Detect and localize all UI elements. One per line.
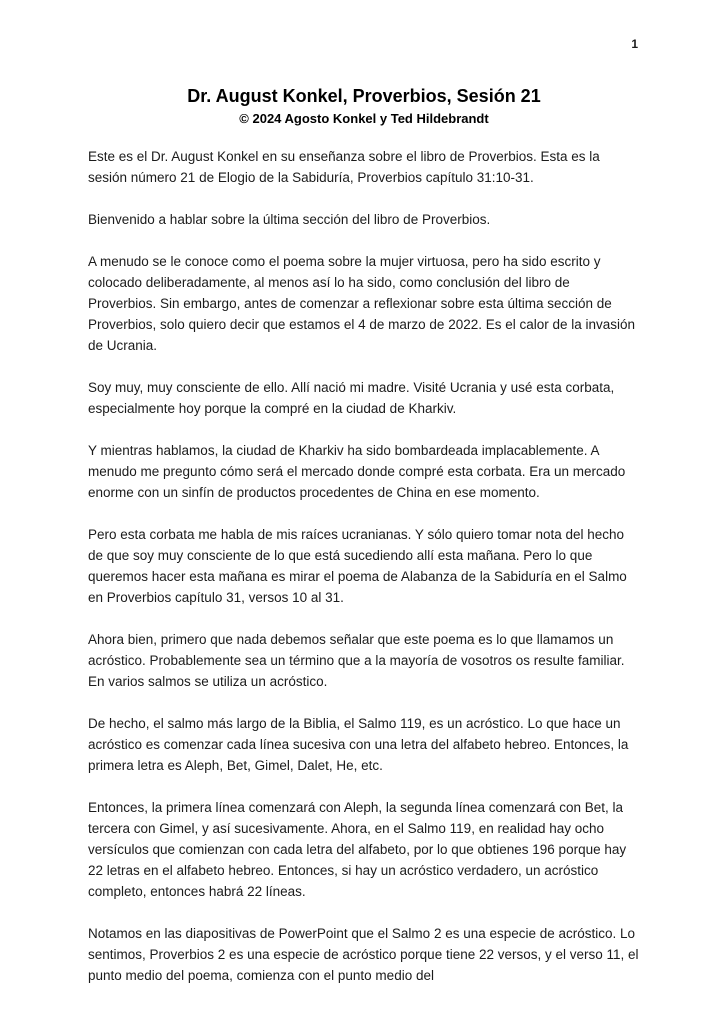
paragraph: De hecho, el salmo más largo de la Biblia, el Salmo 119, es un acróstico. Lo que hace un acróstico es comenzar cada línea sucesiva con una letra del alfabeto hebreo. Entonces, la primera letra es Aleph, Bet, Gimel, Dalet, He, etc. (88, 716, 629, 773)
document-title: Dr. August Konkel, Proverbios, Sesión 21 (187, 86, 541, 106)
page-number: 1 (631, 37, 638, 51)
document-body (88, 146, 640, 986)
paragraph: Entonces, la primera línea comenzará con Aleph, la segunda línea comenzará con Bet, la tercera con Gimel, y así sucesivamente. Ahora, en el Salmo 119, en realidad hay ocho versículos que comienzan con cada letra del alfabeto, por lo que obtienes 196 porque hay 22 letras en el alfabeto hebreo. Entonces, si hay un acróstico verdadero, un acróstico completo, entonces habrá 22 líneas. (88, 800, 627, 899)
paragraph: Este es el Dr. August Konkel en su enseñanza sobre el libro de Proverbios. Esta es la sesión número 21 de Elogio de la Sabiduría, Proverbios capítulo 31:10-31. (88, 149, 600, 185)
paragraph: A menudo se le conoce como el poema sobre la mujer virtuosa, pero ha sido escrito y colocado deliberadamente, al menos así lo ha sido, como conclusión del libro de Proverbios. Sin embargo, antes de comenzar a reflexionar sobre esta última sección de Proverbios, solo quiero decir que estamos el 4 de marzo de 2022. Es el calor de la invasión de Ucrania. (88, 254, 636, 353)
paragraph: Y mientras hablamos, la ciudad de Kharkiv ha sido bombardeada implacablemente. A menudo me pregunto cómo será el mercado donde compré esta corbata. Era un mercado enorme con un sinfín de productos procedentes de China en ese momento. (88, 443, 626, 500)
paragraph: Notamos en las diapositivas de PowerPoint que el Salmo 2 es una especie de acróstico. Lo sentimos, Proverbios 2 es una especie de acróstico porque tiene 22 versos, y el verso 11, el punto medio del poema, comienza con el punto medio del (88, 926, 639, 983)
paragraph: Ahora bien, primero que nada debemos señalar que este poema es lo que llamamos un acróstico. Probablemente sea un término que a la mayoría de vosotros os resulte familiar. En varios salmos se utiliza un acróstico. (88, 632, 625, 689)
paragraph: Bienvenido a hablar sobre la última sección del libro de Proverbios. (88, 212, 491, 227)
paragraph: Pero esta corbata me habla de mis raíces ucranianas. Y sólo quiero tomar nota del hecho de que soy muy consciente de lo que está sucediendo allí esta mañana. Pero lo que queremos hacer esta mañana es mirar el poema de Alabanza de la Sabiduría en el Salmo en Proverbios capítulo 31, versos 10 al 31. (88, 527, 627, 605)
copyright-line: © 2024 Agosto Konkel y Ted Hildebrandt (239, 111, 489, 126)
paragraph: Soy muy, muy consciente de ello. Allí nació mi madre. Visité Ucrania y usé esta corbata, especialmente hoy porque la compré en la ciudad de Kharkiv. (88, 380, 615, 416)
